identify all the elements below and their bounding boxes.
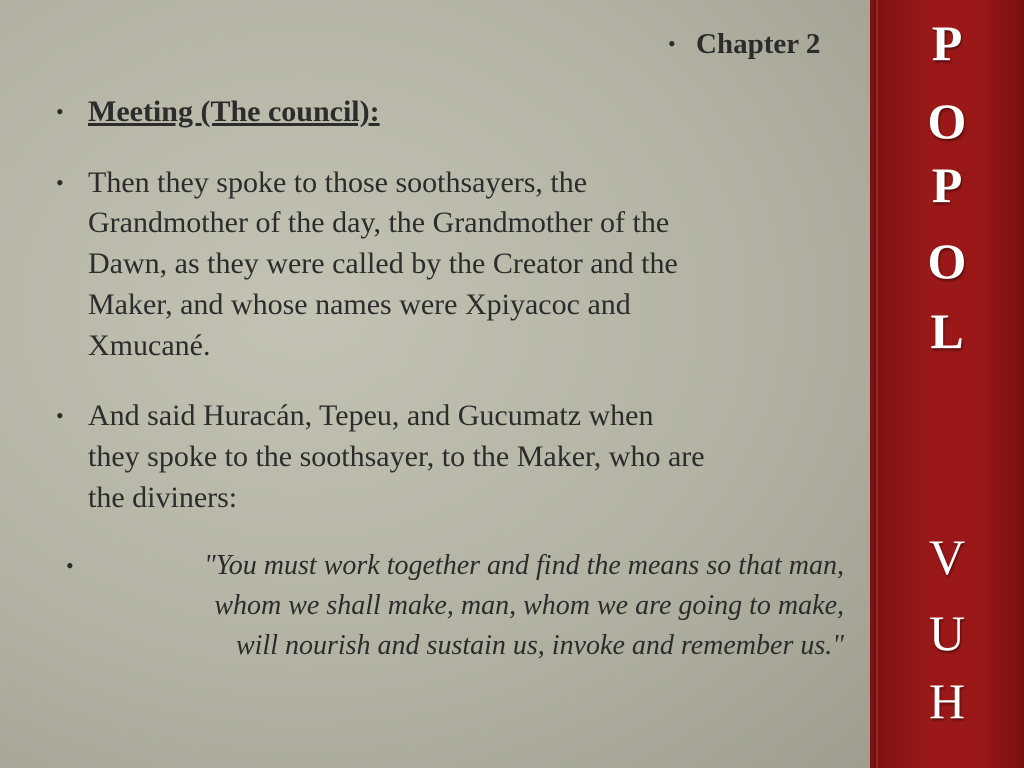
paragraph-1-line-1: Then they spoke to those soothsayers, the bbox=[88, 166, 588, 199]
title-letter: O bbox=[927, 93, 967, 149]
paragraph-2-line-3: the diviners: bbox=[88, 481, 238, 514]
paragraph-1-line-4: Maker, and whose names were Xpiyacoc and bbox=[88, 288, 631, 321]
paragraph-2-bullet: • bbox=[56, 403, 64, 428]
paragraph-1-line-5: Xmucané. bbox=[88, 329, 211, 362]
title-sidebar bbox=[870, 0, 1024, 768]
chapter-label: Chapter 2 bbox=[696, 28, 821, 60]
title-letter: O bbox=[927, 233, 967, 289]
paragraph-2-line-1: And said Huracán, Tepeu, and Gucumatz when bbox=[88, 399, 654, 432]
sidebar-border bbox=[874, 0, 878, 768]
title-letter: P bbox=[931, 15, 963, 71]
title-letter: P bbox=[931, 157, 963, 213]
quote-line-2: whom we shall make, man, whom we are going to make, bbox=[214, 590, 844, 621]
paragraph-1-line-3: Dawn, as they were called by the Creator and the bbox=[88, 247, 678, 280]
paragraph-1-bullet: • bbox=[56, 170, 64, 195]
title-letter: V bbox=[928, 529, 966, 585]
title-letter: H bbox=[928, 673, 966, 729]
quote-bullet: • bbox=[66, 553, 74, 578]
heading-bullet: • bbox=[56, 99, 64, 124]
title-letter: L bbox=[930, 303, 964, 359]
chapter-bullet: • bbox=[668, 31, 676, 56]
quote-line-3: will nourish and sustain us, invoke and remember us." bbox=[235, 630, 844, 661]
paragraph-1-line-2: Grandmother of the day, the Grandmother of the bbox=[88, 206, 670, 239]
quote-line-1: "You must work together and find the means so that man, bbox=[204, 550, 844, 581]
section-heading: Meeting (The council): bbox=[88, 95, 380, 128]
quote-block bbox=[80, 546, 844, 666]
paragraph-2-line-2: they spoke to the soothsayer, to the Maker, who are bbox=[88, 440, 705, 473]
title-letter: U bbox=[928, 605, 966, 661]
